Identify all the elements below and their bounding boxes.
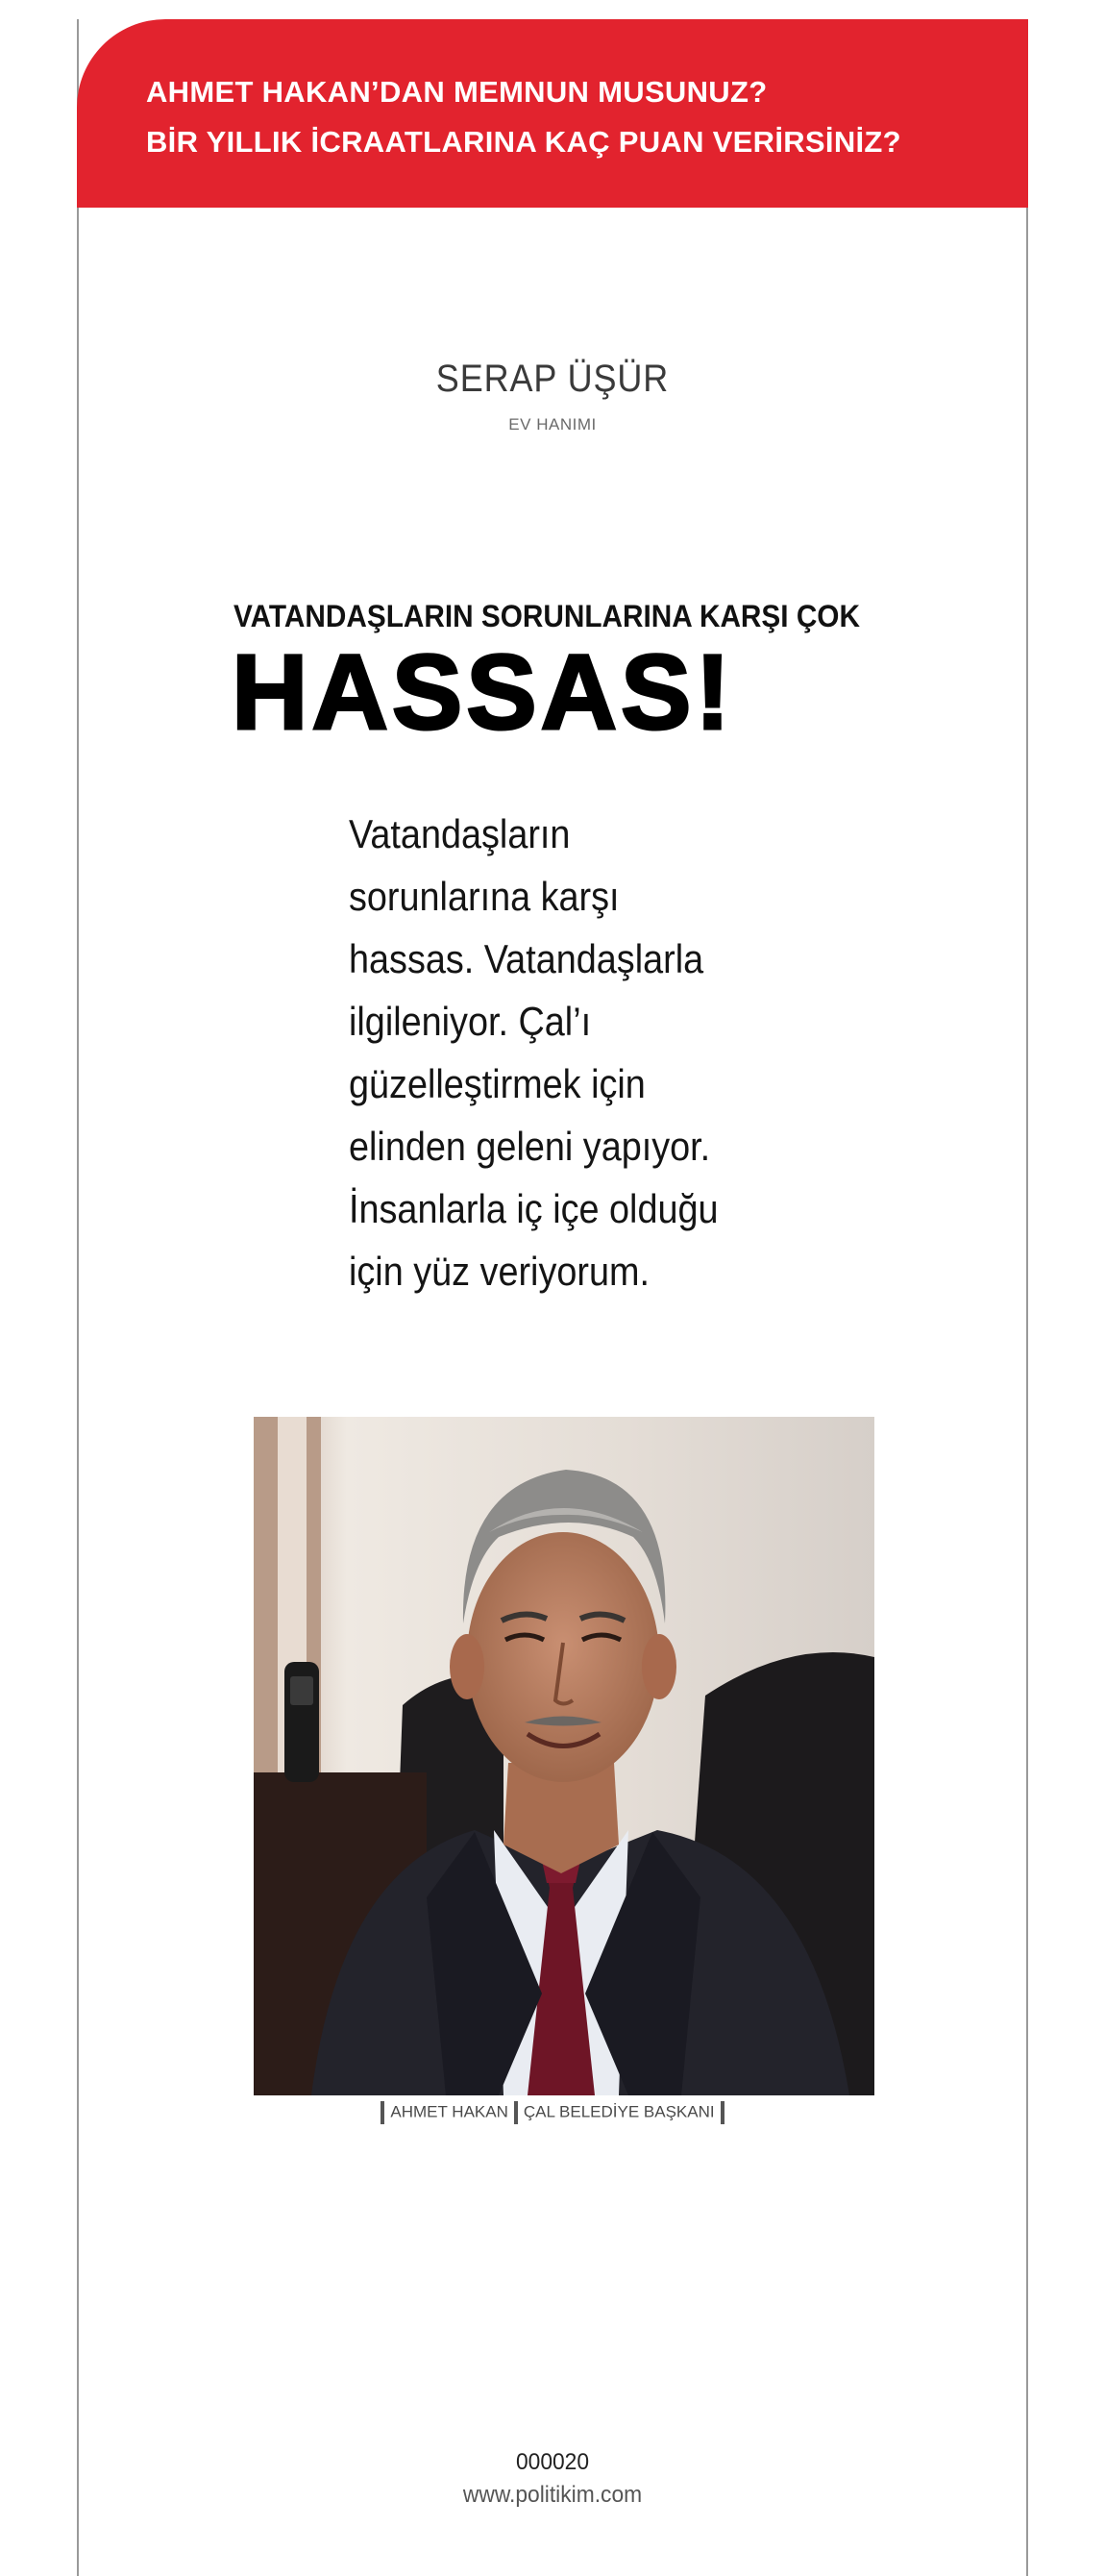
caption-divider [381,2101,384,2124]
caption-name: AHMET HAKAN [390,2102,508,2121]
quote-body: Vatandaşların sorunlarına karşı hassas. Vatandaşlarla ilgileniyor. Çal’ı güzelleştirmek için elinden geleni yapıyor. İnsanlarla iç içe olduğu için yüz veriyorum. [349,811,719,1294]
headline: HASSAS! [232,633,735,752]
question-banner [77,19,1028,208]
website-url: www.politikim.com [462,2482,643,2508]
respondent-name: SERAP ÜŞÜR [435,358,670,400]
caption-title: ÇAL BELEDİYE BAŞKANI [523,2102,715,2121]
page-number: 000020 [515,2449,590,2475]
caption-divider [514,2101,518,2124]
mayor-portrait-photo [254,1417,874,2095]
photo-caption [0,2101,1105,2124]
banner-question-line-1: AHMET HAKAN’DAN MEMNUN MUSUNUZ? [146,75,768,109]
headline-kicker: VATANDAŞLARIN SORUNLARINA KARŞI ÇOK [233,599,860,633]
banner-question-line-2: BİR YILLIK İCRAATLARINA KAÇ PUAN VERİRSİNİZ? [146,125,901,159]
respondent-occupation: EV HANIMI [508,415,597,433]
caption-divider [721,2101,724,2124]
